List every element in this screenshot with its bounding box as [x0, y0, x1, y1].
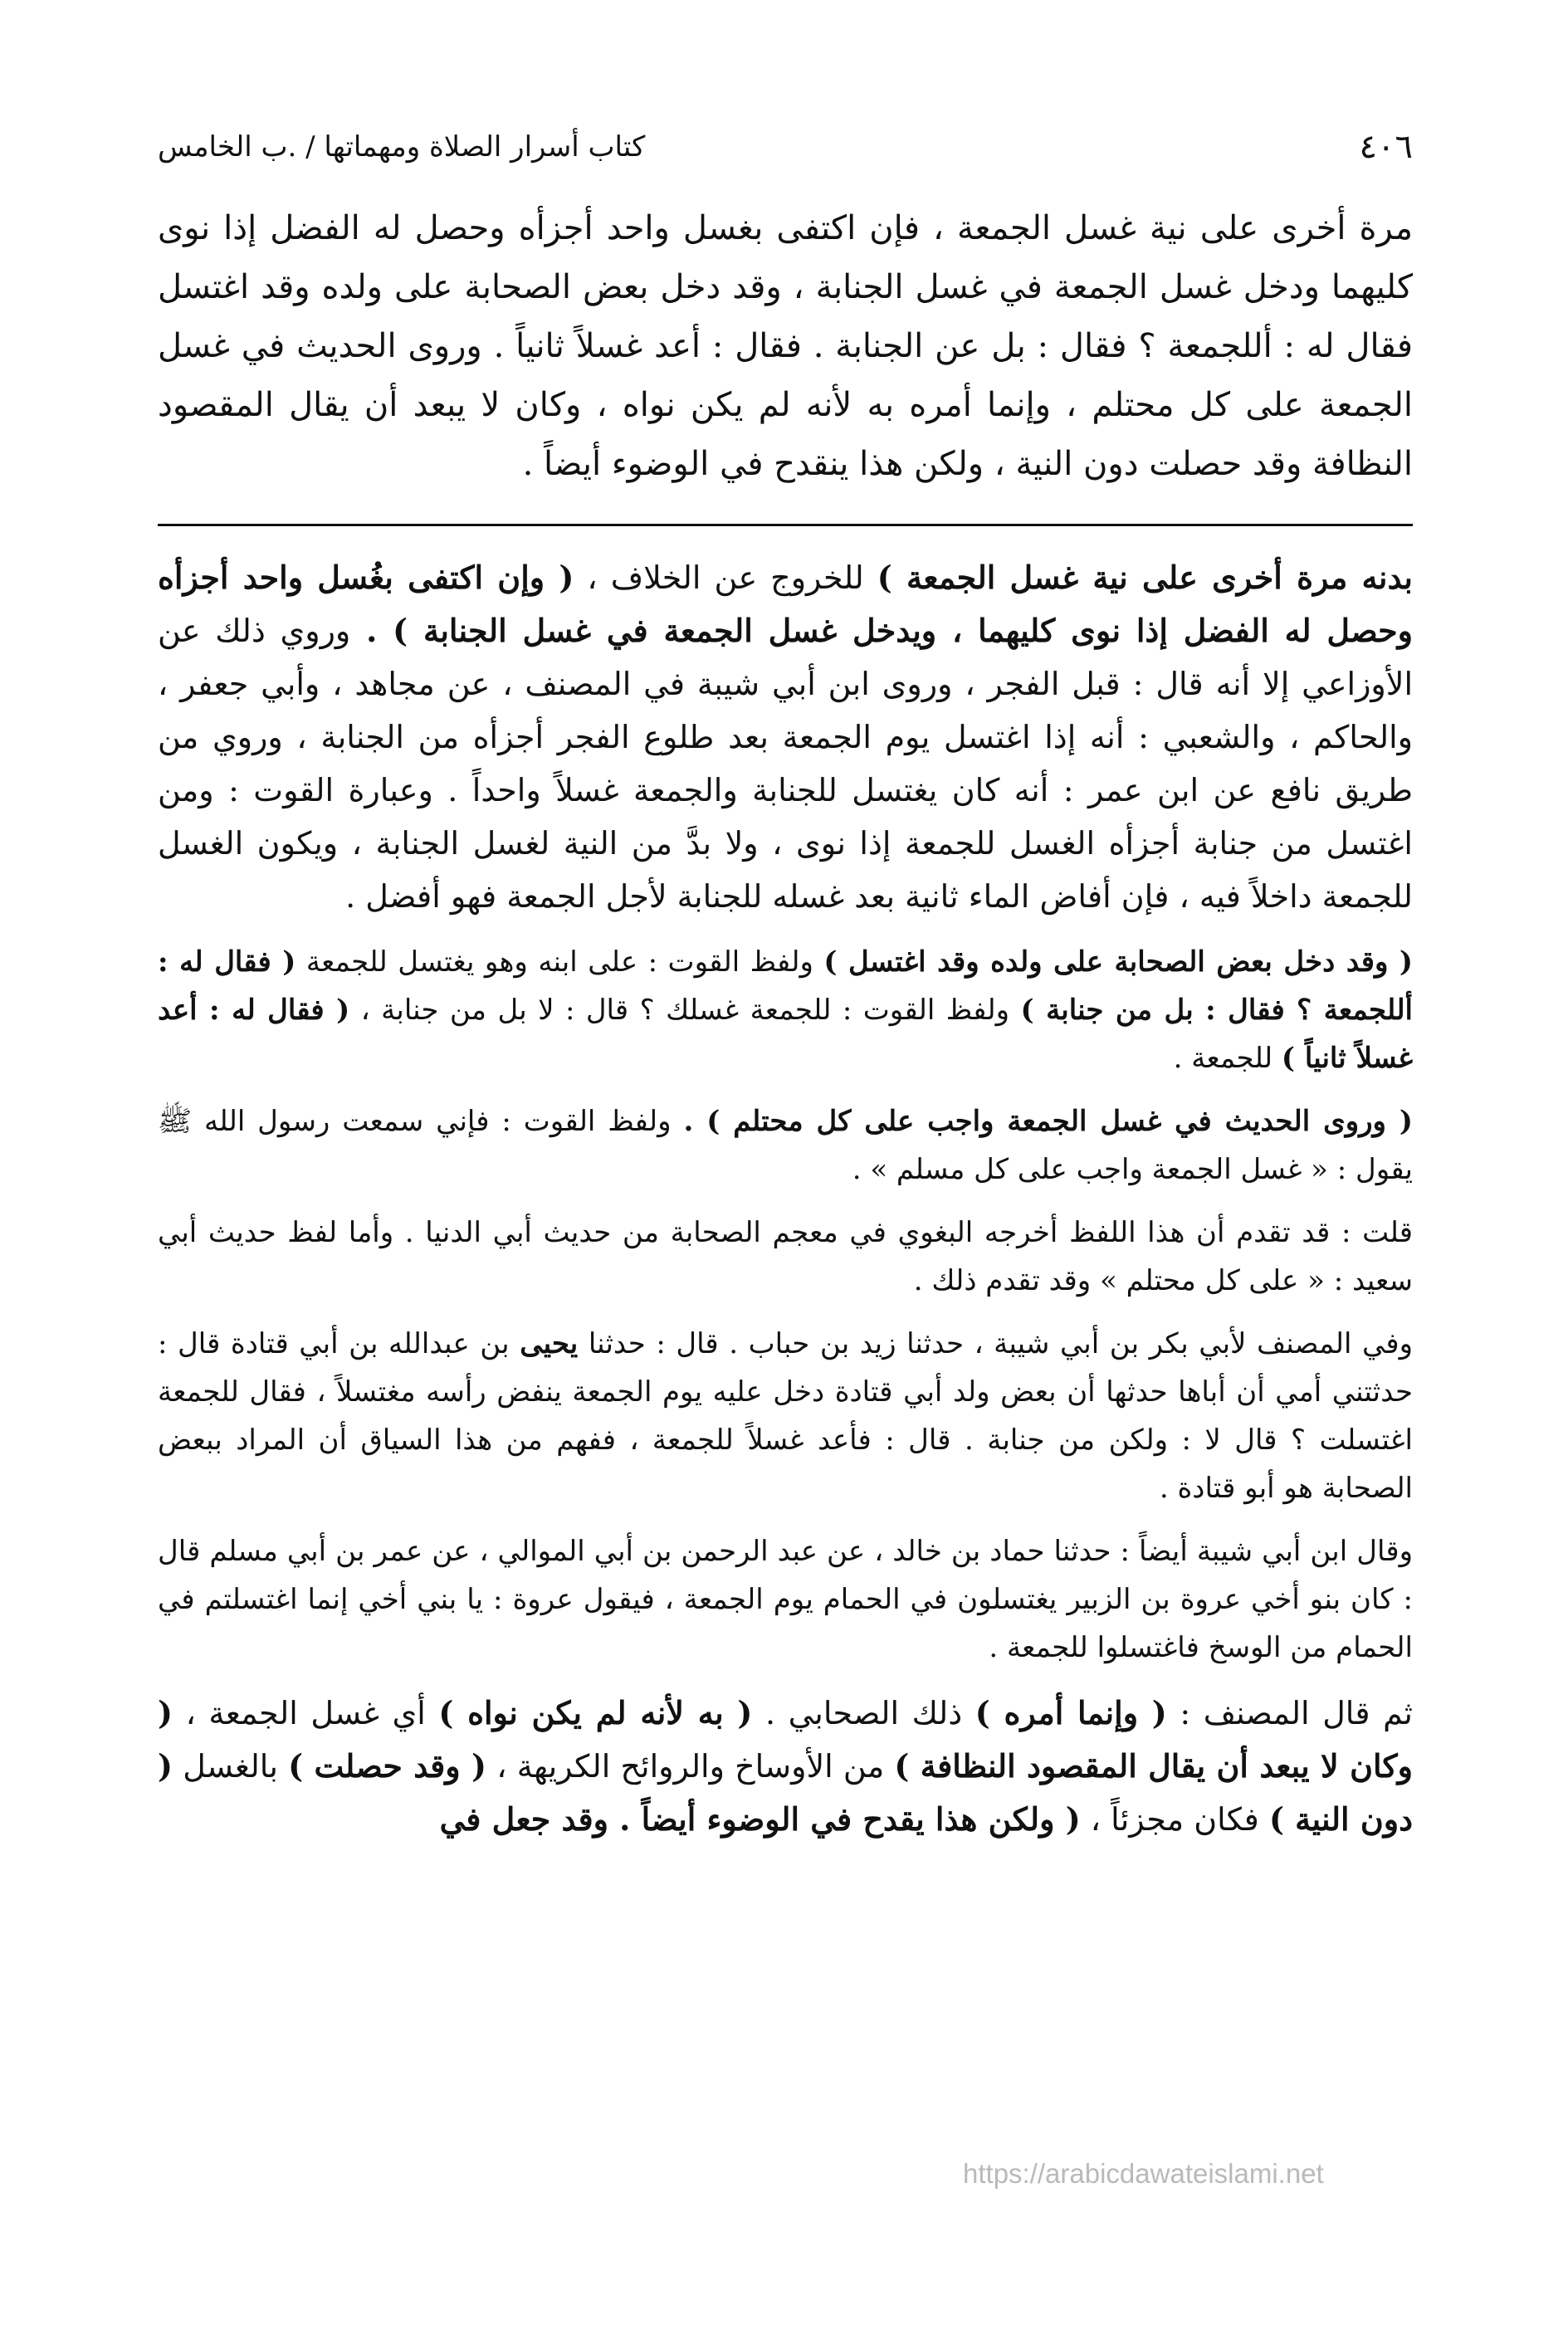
quoted-matn-text: يحيى — [520, 1327, 579, 1360]
commentary-text: من الأوساخ والروائح الكريهة ، — [486, 1748, 895, 1785]
page-number: ٤٠٦ — [1359, 128, 1413, 166]
commentary-text: للخروج عن الخلاف ، — [574, 559, 877, 596]
commentary-text: أي غسل الجمعة ، — [172, 1695, 439, 1731]
quoted-matn-text: ( وإن اكتفى بغُسل واحد أجزأه وحصل له الفضل إذا نوى كليهما ، ويدخل غسل الجمعة في غسل الجنابة ) . — [158, 559, 1413, 649]
commentary-paragraph — [158, 1209, 1413, 1305]
separator-line — [158, 524, 1413, 526]
quoted-matn-text: ( وقد دخل بعض الصحابة على ولده وقد اغتسل ) — [823, 945, 1413, 979]
commentary-text: ولفظ القوت : على ابنه وهو يغتسل للجمعة — [296, 945, 824, 979]
quoted-matn-text: ( وروى الحديث في غسل الجمعة واجب على كل محتلم ) . — [683, 1105, 1413, 1138]
running-header — [158, 125, 1413, 178]
main-text-paragraph: مرة أخرى على نية غسل الجمعة ، فإن اكتفى بغسل واحد أجزأه وحصل له الفضل إذا نوى كليهما ودخل غسل الجمعة في غسل الجنابة ، وقد دخل بعض الصحابة على ولده وقد اغتسل فقال له : أللجمعة ؟ فقال : بل عن الجنابة . فقال : أعد غسلاً ثانياً . وروى الحديث في غسل الجمعة على كل محتلم ، وإنما أمره به لأنه لم يكن نواه ، وكان لا يبعد أن يقال المقصود النظافة وقد حصلت دون النية ، ولكن هذا ينقدح في الوضوء أيضاً . — [158, 209, 1413, 483]
book-page — [158, 125, 1413, 2249]
commentary-paragraph — [158, 1687, 1413, 1846]
commentary-text: ثم قال المصنف : — [1166, 1695, 1413, 1731]
commentary-text: قلت : قد تقدم أن هذا اللفظ أخرجه البغوي في معجم الصحابة من حديث أبي الدنيا . وأما لفظ حديث أبي سعيد : « على كل محتلم » وقد تقدم ذلك . — [158, 1216, 1413, 1297]
quoted-matn-text: بدنه مرة أخرى على نية غسل الجمعة ) — [877, 559, 1413, 596]
commentary-paragraph — [158, 1097, 1413, 1194]
main-text — [158, 199, 1413, 494]
commentary — [158, 551, 1413, 1846]
watermark-url: https://arabicdawateislami.net — [963, 2158, 1324, 2189]
running-title: كتاب أسرار الصلاة ومهماتها / .ب الخامس — [158, 130, 646, 164]
commentary-text: وقال ابن أبي شيبة أيضاً : حدثنا حماد بن خالد ، عن عبد الرحمن بن أبي الموالي ، عن عمر بن أبي مسلم قال : كان بنو أخي عروة بن الزبير يغتسلون في الحمام يوم الجمعة ، فيقول عروة : يا بني أخي إنما اغتسلتم في الحمام من الوسخ فاغتسلوا للجمعة . — [158, 1535, 1413, 1664]
quoted-matn-text: ( فقال له : أعد غسلاً ثانياً ) — [158, 994, 1413, 1075]
quoted-matn-text: ( دون النية ) — [158, 1747, 1413, 1838]
quoted-matn-text: ( وكان لا يبعد أن يقال المقصود النظافة ) — [158, 1694, 1413, 1785]
quoted-matn-text: ( وقد حصلت ) — [288, 1747, 487, 1785]
commentary-paragraph — [158, 938, 1413, 1082]
commentary-text: للجمعة . — [1173, 1042, 1282, 1075]
commentary-text: فكان مجزئاً ، — [1080, 1801, 1269, 1838]
quoted-matn-text: ( فقال له : أللجمعة ؟ فقال : بل من جنابة ) — [158, 945, 1413, 1027]
commentary-text: بالغسل — [172, 1748, 289, 1785]
commentary-text: ولفظ القوت : للجمعة غسلك ؟ قال : لا بل من جنابة ، — [349, 994, 1021, 1027]
commentary-paragraph — [158, 1527, 1413, 1672]
commentary-text: ذلك الصحابي . — [752, 1695, 975, 1731]
commentary-text: ولفظ القوت : فإني سمعت رسول الله ﷺ يقول : « غسل الجمعة واجب على كل مسلم » . — [158, 1105, 1413, 1186]
quoted-matn-text: ( ولكن هذا يقدح في الوضوء أيضاً . وقد جعل في — [439, 1800, 1081, 1838]
commentary-paragraph — [158, 551, 1413, 923]
commentary-text: بن عبدالله بن أبي قتادة قال : حدثتني أمي أن أباها حدثها أن بعض ولد أبي قتادة دخل عليه يوم الجمعة ينفض رأسه مغتسلاً ، فقال للجمعة اغتسلت ؟ قال لا : ولكن من جنابة . قال : فأعد غسلاً للجمعة ، ففهم من هذا السياق أن المراد ببعض الصحابة هو أبو قتادة . — [158, 1327, 1413, 1505]
quoted-matn-text: ( به لأنه لم يكن نواه ) — [438, 1694, 753, 1731]
commentary-text: وروي ذلك عن الأوزاعي إلا أنه قال : قبل الفجر ، وروى ابن أبي شيبة في المصنف ، عن مجاهد ، وأبي جعفر ، والحاكم ، والشعبي : أنه إذا اغتسل يوم الجمعة بعد طلوع الفجر أجزأه من الجنابة ، وروي من طريق نافع عن ابن عمر : أنه كان يغتسل للجنابة والجمعة غسلاً واحداً . وعبارة القوت : ومن اغتسل من جنابة أجزأه الغسل للجمعة إذا نوى ، ولا بدَّ من النية لغسل الجنابة ، ويكون الغسل للجمعة داخلاً فيه ، فإن أفاض الماء ثانية بعد غسله للجنابة لأجل الجمعة فهو أفضل . — [158, 613, 1413, 915]
commentary-paragraph — [158, 1320, 1413, 1512]
quoted-matn-text: ( وإنما أمره ) — [975, 1694, 1167, 1731]
commentary-text: وفي المصنف لأبي بكر بن أبي شيبة ، حدثنا زيد بن حباب . قال : حدثنا — [578, 1327, 1413, 1360]
